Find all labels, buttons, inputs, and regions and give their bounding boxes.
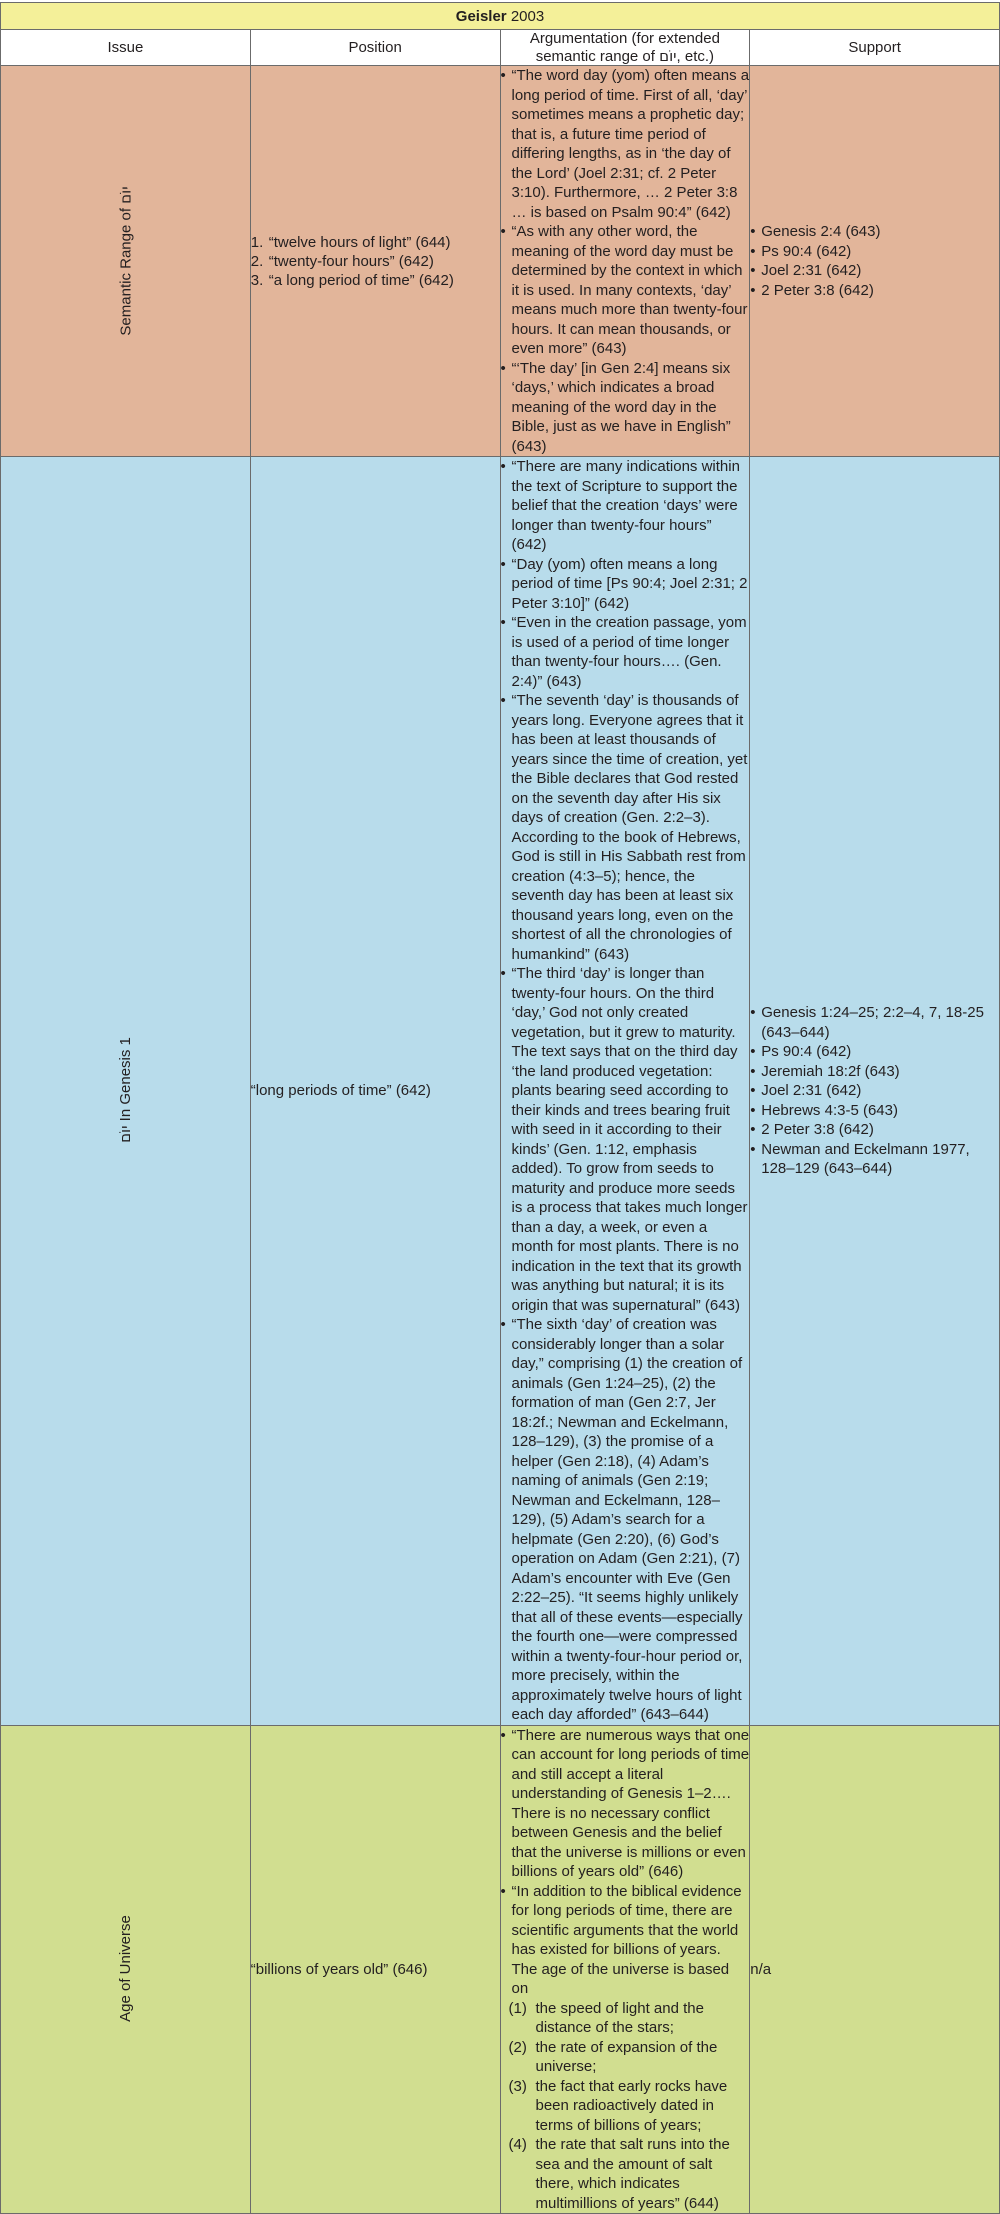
- list-item: • Ps 90:4 (642): [750, 1042, 999, 1062]
- position-text: “twenty-four hours” (642): [268, 252, 434, 270]
- sub-item-text: the speed of light and the distance of the stars;: [535, 1999, 704, 2036]
- list-item: • “Even in the creation passage, yom is used of a period of time longer than twenty-four hours…. (Gen. 2:4)” (643): [501, 613, 750, 691]
- argumentation-cell: [500, 1725, 750, 2214]
- support-cell: [750, 457, 1000, 1726]
- list-item: • “The word day (yom) often means a long period of time. First of all, ‘day’ sometimes means a prophetic day; that is, a future time period of differing lengths, as in ‘the day of the Lord’ (Joel 2:31; cf. 2 Peter 3:10). Furthermore, … 2 Peter 3:8 … is based on Psalm 90:4” (642): [501, 66, 750, 222]
- list-item: • Hebrews 4:3-5 (643): [750, 1101, 999, 1121]
- issue-cell: [1, 66, 251, 457]
- position-text: “billions of years old” (646): [250, 1960, 428, 1978]
- position-text: “long periods of time” (642): [250, 1082, 431, 1100]
- comparison-table: [0, 2, 1000, 2214]
- list-item: • “The sixth ‘day’ of creation was considerably longer than a solar day,” comprising (1) the creation of animals (Gen 1:24–25), (2) the formation of man (Gen 2:7, Jer 18:2f.; Newman and Eckelmann, 128–129), (3) the promise of a helper (Gen 2:18), (4) Adam’s naming of animals (Gen 2:19; Newman and Eckelmann, 128–129), (5) Adam’s search for a helpmate (Gen 2:20), (6) God’s operation on Adam (Gen 2:21), (7) Adam’s encounter with Eve (Gen 2:22–25). “It seems highly unlikely that all of these events—especially the fourth one—were compressed within a twenty-four-hour period or, more precisely, within the approximately twelve hours of light each day afforded” (643–644): [501, 1315, 750, 1725]
- header-position: Position: [250, 30, 500, 66]
- list-item: [251, 233, 500, 252]
- list-item: [251, 252, 500, 271]
- list-item: • Genesis 1:24–25; 2:2–4, 7, 18-25 (643–644): [750, 1003, 999, 1042]
- list-item: • Genesis 2:4 (643): [750, 222, 999, 242]
- list-item: • “There are numerous ways that one can account for long periods of time and still accept a literal understanding of Genesis 1–2…. There is no necessary conflict between Genesis and the belief that the universe is millions or even billions of years old” (646): [501, 1726, 750, 1882]
- list-item: • “‘The day’ [in Gen 2:4] means six ‘days,’ which indicates a broad meaning of the word day in the Bible, just as we have in English” (643): [501, 359, 750, 457]
- list-item: • Ps 90:4 (642): [750, 242, 999, 262]
- header-argumentation-hebrew: יוֹם: [659, 47, 677, 65]
- list-item: • “The seventh ‘day’ is thousands of years long. Everyone agrees that it has been at least thousands of years since the time of creation, yet the Bible declares that God rested on the seventh day after His six days of creation (Gen. 2:2–3). According to the book of Hebrews, God is still in His Sabbath rest from creation (4:3–5); hence, the seventh day has been at least six thousand years long, even on the shortest of all the chronologies of humankind” (643): [501, 691, 750, 964]
- argument-list: [501, 1726, 750, 1999]
- list-item: • “There are many indications within the text of Scripture to support the belief that the creation ‘days’ were longer than twenty-four hours” (642): [501, 457, 750, 555]
- sub-item-text: the rate of expansion of the universe;: [535, 2038, 718, 2075]
- list-item: • 2 Peter 3:8 (642): [750, 281, 999, 301]
- table-title: [1, 3, 1000, 30]
- header-argumentation: [500, 30, 750, 66]
- support-cell: [750, 1725, 1000, 2214]
- header-argumentation-post: , etc.): [676, 48, 715, 65]
- table-row: [1, 457, 1000, 1726]
- table-row: [1, 1725, 1000, 2214]
- issue-label-text: Semantic Range of: [117, 207, 135, 336]
- list-item: [509, 1999, 750, 2038]
- title-author: Geisler: [455, 7, 507, 25]
- position-text: “a long period of time” (642): [268, 271, 454, 289]
- support-cell: [750, 66, 1000, 457]
- position-text: “twelve hours of light” (644): [268, 233, 451, 251]
- list-item: • Newman and Eckelmann 1977, 128–129 (643–644): [750, 1140, 999, 1179]
- header-issue: Issue: [1, 30, 251, 66]
- support-list: [750, 222, 999, 300]
- issue-label: [116, 186, 134, 335]
- title-row: [1, 3, 1000, 30]
- argumentation-cell: [500, 66, 750, 457]
- argument-list: [501, 66, 750, 456]
- argument-list: [501, 457, 750, 1725]
- argumentation-cell: [500, 457, 750, 1726]
- support-list: [750, 1003, 999, 1179]
- issue-label-text: In Genesis 1: [117, 1037, 135, 1126]
- issue-label: Age of Universe: [116, 1915, 134, 2023]
- position-list: [251, 233, 500, 290]
- header-support: Support: [750, 30, 1000, 66]
- sub-item-number: (4): [508, 2136, 527, 2153]
- sub-item-number: (1): [508, 1999, 527, 2017]
- header-argumentation-pre: Argumentation (for extended semantic range of: [529, 30, 720, 65]
- position-number: 3.: [250, 271, 264, 289]
- list-item: • “In addition to the biblical evidence for long periods of time, there are scientific arguments that the world has existed for billions of years. The age of the universe is based on: [501, 1882, 750, 1999]
- issue-cell: [1, 1725, 251, 2214]
- list-item: • “Day (yom) often means a long period of time [Ps 90:4; Joel 2:31; 2 Peter 3:10]” (642): [501, 555, 750, 614]
- issue-cell: [1, 457, 251, 1726]
- issue-label: [116, 1037, 134, 1143]
- position-number: 2.: [250, 252, 264, 270]
- list-item: • Joel 2:31 (642): [750, 1081, 999, 1101]
- list-item: [509, 2135, 750, 2213]
- header-row: [1, 30, 1000, 66]
- position-cell: [250, 457, 500, 1726]
- table-row: [1, 66, 1000, 457]
- sub-item-list: [501, 1999, 750, 2214]
- sub-item-number: (2): [508, 2038, 527, 2056]
- issue-label-hebrew: יוֹם: [116, 185, 135, 204]
- position-number: 1.: [250, 233, 264, 251]
- title-year: 2003: [510, 7, 545, 25]
- list-item: • “The third ‘day’ is longer than twenty-four hours. On the third ‘day,’ God not only created vegetation, but it grew to maturity. The text says that on the third day ‘the land produced vegetation: plants bearing seed according to their kinds and trees bearing fruit with seed in it according to their kinds’ (Gen. 1:12, emphasis added). To grow from seeds to maturity and produce more seeds is a process that takes much longer than a day, a week, or even a month for most plants. There is no indication in the text that its growth was anything but natural; it is its origin that was supernatural” (643): [501, 964, 750, 1315]
- sub-item-text: the rate that salt runs into the sea and the amount of salt there, which indicates multimillions of years” (644): [535, 2136, 730, 2212]
- list-item: • Jeremiah 18:2f (643): [750, 1062, 999, 1082]
- sub-item-text: the fact that early rocks have been radioactively dated in terms of billions of years;: [535, 2077, 728, 2134]
- position-cell: [250, 1725, 500, 2214]
- sub-item-number: (3): [508, 2077, 527, 2095]
- list-item: • Joel 2:31 (642): [750, 261, 999, 281]
- position-cell: [250, 66, 500, 457]
- list-item: • 2 Peter 3:8 (642): [750, 1120, 999, 1140]
- list-item: • “As with any other word, the meaning of the word day must be determined by the context in which it is used. In many contexts, ‘day’ means much more than twenty-four hours. It can mean thousands, or even more” (643): [501, 222, 750, 359]
- issue-label-hebrew: יוֹם: [116, 1125, 135, 1144]
- list-item: [509, 2038, 750, 2077]
- list-item: [509, 2077, 750, 2136]
- support-text: n/a: [750, 1960, 772, 1978]
- list-item: [251, 271, 500, 290]
